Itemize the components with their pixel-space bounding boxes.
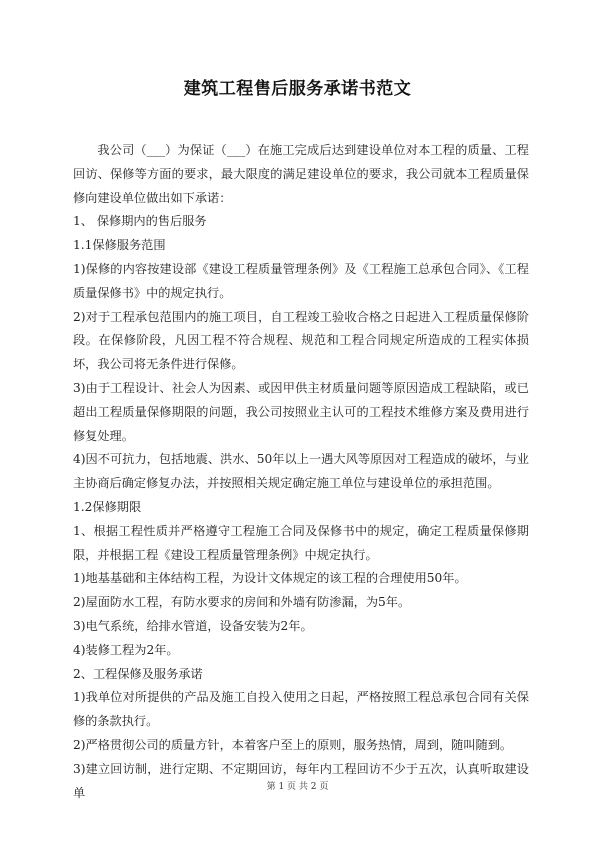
paragraph: 4)因不可抗力，包括地震、洪水、50年以上一遇大风等原因对工程造成的破坏，与业主协商后确定修复办法，并按照相关规定确定施工单位与建设单位的承担范围。: [73, 452, 529, 491]
document-title: 建筑工程售后服务承诺书范文: [183, 79, 412, 99]
paragraph: 2)屋面防水工程，有防水要求的房间和外墙有防渗漏，为5年。: [73, 595, 411, 610]
page-footer: 第 1 页 共 2 页: [266, 782, 329, 792]
paragraph: 1)保修的内容按建设部《建设工程质量管理条例》及《工程施工总承包合同》、《工程质量保修书》中的规定执行。: [73, 261, 529, 300]
paragraph: 3)由于工程设计、社会人为因素、或因甲供主材质量问题等原因造成工程缺陷，或已超出工程质量保修期限的问题，我公司按照业主认可的工程技术维修方案及费用进行修复处理。: [73, 380, 529, 443]
section-heading: 1、 保修期内的售后服务: [73, 214, 207, 229]
intro-paragraph: 我公司（___）为保证（___）在施工完成后达到建设单位对本工程的质量、工程回访、保修等方面的要求，最大限度的满足建设单位的要求，我公司就本工程质量保修向建设单位做出如下承诺：: [73, 143, 529, 205]
paragraph: 2)对于工程承包范围内的施工项目，自工程竣工验收合格之日起进入工程质量保修阶段。在保修阶段，凡因工程不符合规程、规范和工程合同规定所造成的工程实体损坏，我公司将无条件进行保修。: [73, 309, 529, 372]
paragraph: 1)地基基础和主体结构工程，为设计文体规定的该工程的合理使用50年。: [73, 571, 467, 586]
paragraph: 1)我单位对所提供的产品及施工自投入使用之日起，严格按照工程总承包合同有关保修的条款执行。: [73, 690, 529, 729]
paragraph: 2)严格贯彻公司的质量方针，本着客户至上的原则，服务热情，周到，随叫随到。: [73, 737, 513, 752]
subsection-heading: 1.2保修期限: [73, 499, 142, 514]
section-heading: 2、工程保修及服务承诺: [73, 666, 203, 681]
subsection-heading: 1.1保修服务范围: [73, 238, 166, 253]
paragraph: 3)电气系统，给排水管道，设备安装为2年。: [73, 618, 313, 633]
document-body: [73, 139, 529, 805]
paragraph: 4)装修工程为2年。: [73, 642, 179, 657]
paragraph: 1、根据工程性质并严格遵守工程施工合同及保修书中的规定，确定工程质量保修期限，并根据工程《建设工程质量管理条例》中规定执行。: [73, 523, 529, 562]
paragraph: 3)建立回访制，进行定期、不定期回访，每年内工程回访不少于五次，认真听取建设单: [73, 761, 529, 800]
